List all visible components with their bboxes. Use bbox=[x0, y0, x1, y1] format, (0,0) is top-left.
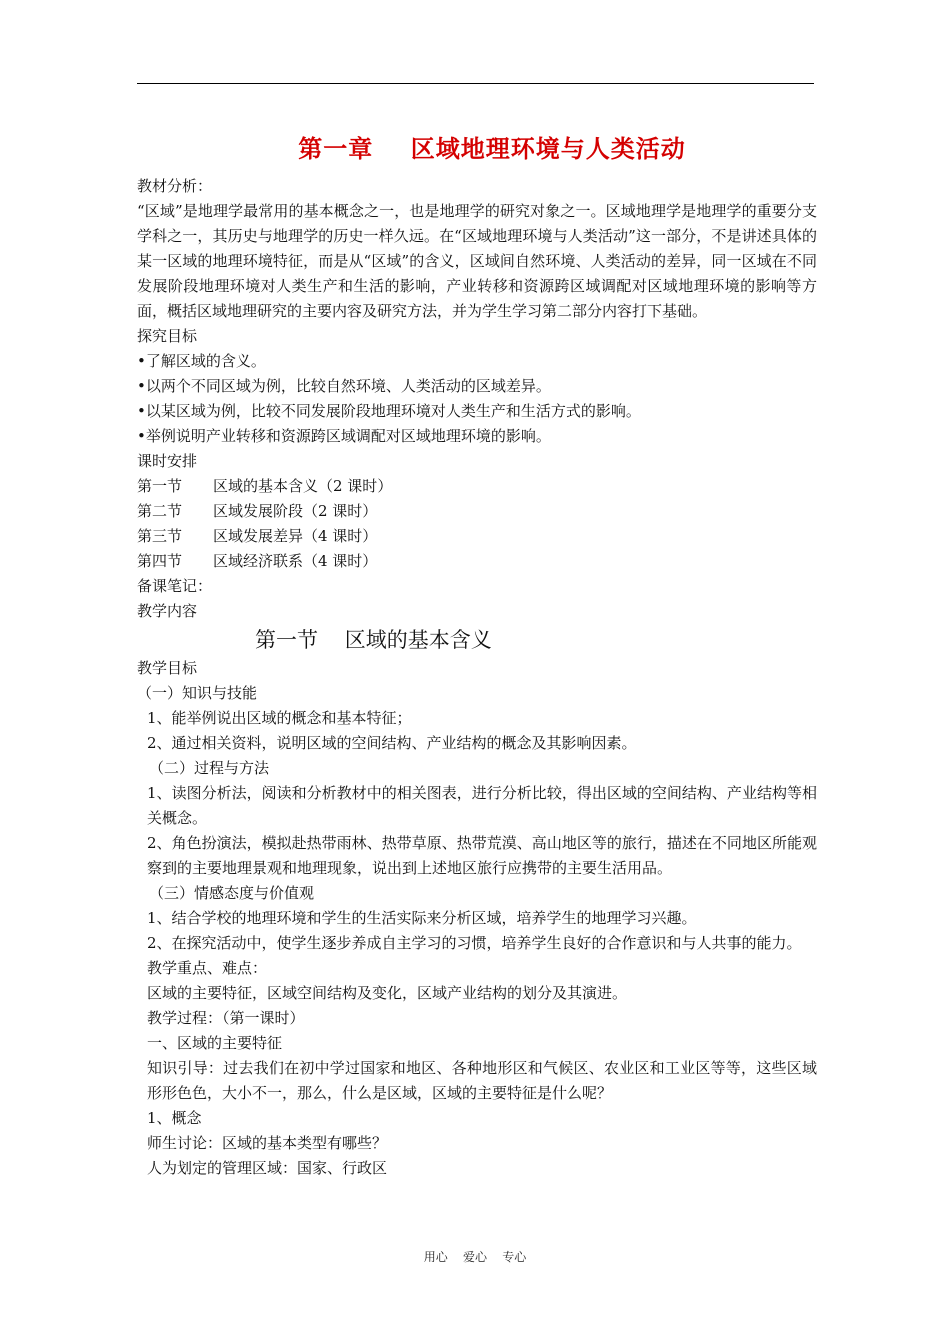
attitude-item: 1、结合学校的地理环境和学生的生活实际来分析区域，培养学生的地理学习兴趣。 bbox=[147, 909, 697, 927]
process-section-heading: 一、区域的主要特征 bbox=[147, 1034, 283, 1052]
schedule-row bbox=[137, 524, 817, 549]
document-body bbox=[137, 128, 817, 1181]
attitude-heading: （三）情感态度与价值观 bbox=[149, 884, 315, 902]
schedule-topic: 区域的基本含义（2 课时） bbox=[213, 477, 393, 495]
discussion-line: 师生讨论：区域的基本类型有哪些？ bbox=[147, 1134, 388, 1152]
objectives-label: 教学目标 bbox=[137, 659, 198, 677]
content-label: 教学内容 bbox=[137, 602, 198, 620]
goal-item: •举例说明产业转移和资源跨区域调配对区域地理环境的影响。 bbox=[137, 427, 551, 445]
chapter-title: 第一章 区域地理环境与人类活动 bbox=[298, 134, 686, 163]
schedule-label: 课时安排 bbox=[137, 452, 198, 470]
schedule-row bbox=[137, 474, 817, 499]
schedule-section: 第三节 bbox=[137, 527, 183, 545]
header-rule bbox=[137, 83, 814, 84]
process-intro: 知识引导：过去我们在初中学过国家和地区、各种地形区和气候区、农业区和工业区等等，这些区域形形色色，大小不一，那么，什么是区域，区域的主要特征是什么呢？ bbox=[147, 1059, 817, 1102]
goal-item: •以两个不同区域为例，比较自然环境、人类活动的区域差异。 bbox=[137, 377, 551, 395]
analysis-label: 教材分析： bbox=[137, 177, 213, 195]
schedule-topic: 区域发展阶段（2 课时） bbox=[213, 502, 378, 520]
schedule-section: 第一节 bbox=[137, 477, 183, 495]
goal-item: •以某区域为例，比较不同发展阶段地理环境对人类生产和生活方式的影响。 bbox=[137, 402, 641, 420]
attitude-item: 2、在探究活动中，使学生逐步养成自主学习的习惯，培养学生良好的合作意识和与人共事的能力。 bbox=[147, 934, 802, 952]
process-heading: （二）过程与方法 bbox=[149, 759, 270, 777]
process-item: 1、读图分析法，阅读和分析教材中的相关图表，进行分析比较，得出区域的空间结构、产业结构等相关概念。 bbox=[147, 784, 817, 827]
schedule-topic: 区域经济联系（4 课时） bbox=[213, 552, 378, 570]
knowledge-item: 1、能举例说出区域的概念和基本特征； bbox=[147, 709, 412, 727]
admin-region-line: 人为划定的管理区域：国家、行政区 bbox=[147, 1159, 388, 1177]
section-title: 第一节 区域的基本含义 bbox=[255, 628, 492, 652]
schedule-row bbox=[137, 499, 817, 524]
process-label: 教学过程：（第一课时） bbox=[147, 1009, 305, 1027]
concept-heading: 1、概念 bbox=[147, 1109, 202, 1127]
knowledge-item: 2、通过相关资料，说明区域的空间结构、产业结构的概念及其影响因素。 bbox=[147, 734, 637, 752]
schedule-topic: 区域发展差异（4 课时） bbox=[213, 527, 378, 545]
analysis-paragraph: “区域”是地理学最常用的基本概念之一，也是地理学的研究对象之一。区域地理学是地理学的重要分支学科之一，其历史与地理学的历史一样久远。在“区域地理环境与人类活动”这一部分，不是讲述具体的某一区域的地理环境特征，而是从“区域”的含义，区域间自然环境、人类活动的差异，同一区域在不同发展阶段地理环境对人类生产和生活的影响，产业转移和资源跨区域调配对区域地理环境的影响等方面，概括区域地理研究的主要内容及研究方法，并为学生学习第二部分内容打下基础。 bbox=[137, 202, 817, 320]
schedule-section: 第二节 bbox=[137, 502, 183, 520]
process-item: 2、角色扮演法，模拟赴热带雨林、热带草原、热带荒漠、高山地区等的旅行，描述在不同地区所能观察到的主要地理景观和地理现象，说出到上述地区旅行应携带的主要生活用品。 bbox=[147, 834, 817, 877]
schedule-section: 第四节 bbox=[137, 552, 183, 570]
goal-item: •了解区域的含义。 bbox=[137, 352, 266, 370]
goals-label: 探究目标 bbox=[137, 327, 198, 345]
page-footer: 用心 爱心 专心 bbox=[423, 1250, 527, 1264]
knowledge-heading: （一）知识与技能 bbox=[137, 684, 258, 702]
schedule-row bbox=[137, 549, 817, 574]
notes-label: 备课笔记： bbox=[137, 577, 213, 595]
key-points-label: 教学重点、难点： bbox=[147, 959, 268, 977]
key-points-text: 区域的主要特征，区域空间结构及变化，区域产业结构的划分及其演进。 bbox=[147, 984, 628, 1002]
